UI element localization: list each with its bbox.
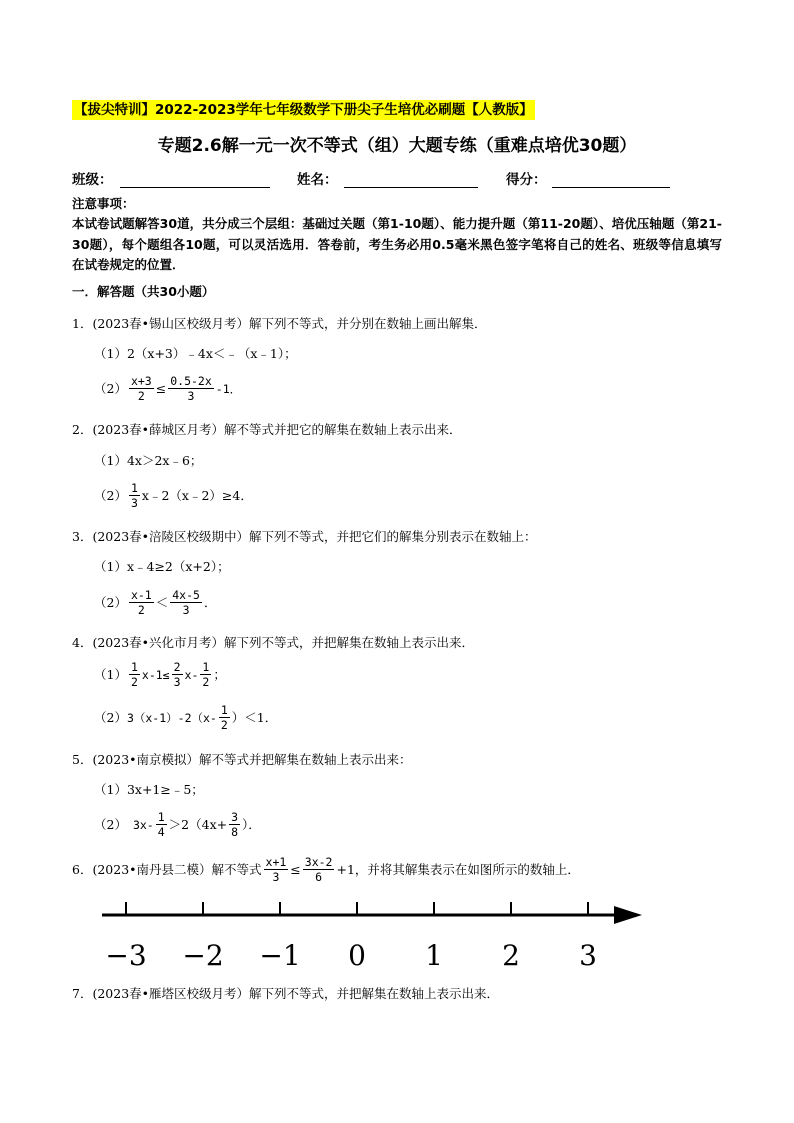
q5-stem: 5．(2023•南京模拟）解不等式并把解集在数轴上表示出来：: [72, 752, 412, 767]
notice-title: 注意事项：: [72, 196, 135, 211]
score-blank[interactable]: [552, 187, 670, 188]
fraction: $\frac{x-1}{2}$: [130, 588, 152, 617]
class-label: 班级：: [72, 172, 113, 188]
part-label: （2）: [94, 816, 127, 832]
stem-post: +1，并将其解集表示在如图所示的数轴上．: [336, 861, 580, 877]
fraction: $\frac{4x-5}{3}$: [172, 588, 200, 617]
expr-tail: ）．: [242, 816, 261, 832]
q2-part2: [94, 481, 253, 510]
fraction: $\frac{x+3}{2}$: [130, 374, 152, 403]
q3-part1: （1）x﹣4≥2（x+2）；: [94, 559, 230, 574]
expr-tail: x﹣2（x﹣2）≥4．: [141, 487, 253, 503]
part-label: （2）: [94, 380, 127, 396]
expr-tail: ；: [213, 666, 226, 682]
q3-part2: [94, 588, 216, 617]
q5-part1: （1）3x+1≥﹣5；: [94, 782, 204, 797]
q1-stem: 1．(2023春•锡山区校级月考）解下列不等式，并分别在数轴上画出解集．: [72, 316, 487, 331]
q4-stem: 4．(2023春•兴化市月考）解下列不等式，并把解集在数轴上表示出来．: [72, 635, 475, 650]
q4-part1: [94, 660, 226, 689]
fraction: $\frac{1}{2}$: [220, 703, 228, 732]
tick-label: 2: [502, 939, 520, 972]
fraction: $\frac{0.5-2x}{3}$: [170, 374, 212, 403]
name-label: 姓名：: [297, 172, 338, 188]
page-title: 专题2.6解一元一次不等式（组）大题专练（重难点培优30题）: [157, 136, 637, 156]
section-heading: 一．解答题（共30小题）: [72, 284, 215, 299]
part-label: （2）: [94, 709, 127, 725]
q2-part1: （1）4x＞2x﹣6；: [94, 453, 203, 468]
expr-mid: x-: [184, 667, 199, 682]
series-banner: 【拔尖特训】2022-2023学年七年级数学下册尖子生培优必刷题【人教版】: [74, 102, 533, 118]
fraction: $\frac{2}{3}$: [173, 660, 181, 689]
relation-sign: ≤: [290, 861, 301, 877]
tick-label: −3: [105, 939, 147, 972]
notice-body: 本试卷试题解答30道，共分成三个层组：基础过关题（第1-10题）、能力提升题（第11-20题）、培优压轴题（第21-30题），每个题组各10题，可以灵活选用．答卷前，考生务必用0.5毫米黑色签字笔将自己的姓名、班级等信息填写在试卷规定的位置．: [72, 216, 722, 272]
expr-pre: 3x-: [132, 817, 154, 832]
arrow-head-icon: [614, 906, 642, 924]
q7-stem: 7．(2023春•雁塔区校级月考）解下列不等式，并把解集在数轴上表示出来．: [72, 986, 500, 1001]
tick-label: −2: [182, 939, 224, 972]
number-line: [96, 895, 656, 975]
fraction: $\frac{1}{2}$: [130, 660, 138, 689]
tick-label: −1: [259, 939, 301, 972]
part-label: （2）: [94, 487, 127, 503]
q3-stem: 3．(2023春•涪陵区校级期中）解下列不等式，并把它们的解集分别表示在数轴上：: [72, 529, 537, 544]
fraction: $\frac{1}{2}$: [202, 660, 210, 689]
stem-pre: 6．(2023•南丹县二模）解不等式: [72, 861, 262, 877]
expr-tail: ．: [203, 594, 217, 610]
q5-part2: [94, 810, 261, 839]
fraction: $\frac{3x-2}{6}$: [304, 855, 333, 884]
expr-mid: ＞2（4x+: [168, 816, 228, 832]
relation-sign: ＜: [155, 594, 169, 610]
q6-stem: [72, 855, 580, 884]
tick-label: 1: [425, 939, 443, 972]
q4-part2: [94, 703, 277, 732]
q1-part1: （1）2（x+3）﹣4x＜﹣（x﹣1）；: [94, 346, 297, 361]
fraction: $\frac{1}{3}$: [130, 481, 138, 510]
expr-tail: -1．: [215, 381, 242, 396]
class-blank[interactable]: [120, 187, 270, 188]
score-label: 得分：: [506, 172, 547, 188]
tick-label: 3: [579, 939, 597, 972]
expr-pre: 3（x-1）-2（x-: [126, 710, 217, 725]
tick-label: 0: [348, 939, 366, 972]
name-blank[interactable]: [344, 187, 478, 188]
expr-mid: x-1≤: [141, 667, 170, 682]
q2-stem: 2．(2023春•薛城区月考）解不等式并把它的解集在数轴上表示出来．: [72, 422, 462, 437]
q1-part2: [94, 374, 241, 403]
expr-tail: ）＜1．: [231, 709, 278, 725]
fraction: $\frac{1}{4}$: [157, 810, 165, 839]
fraction: $\frac{3}{8}$: [231, 810, 239, 839]
relation-sign: ≤: [155, 380, 167, 396]
part-label: （1）: [94, 666, 127, 682]
fraction: $\frac{x+1}{3}$: [265, 855, 287, 884]
part-label: （2）: [94, 594, 127, 610]
